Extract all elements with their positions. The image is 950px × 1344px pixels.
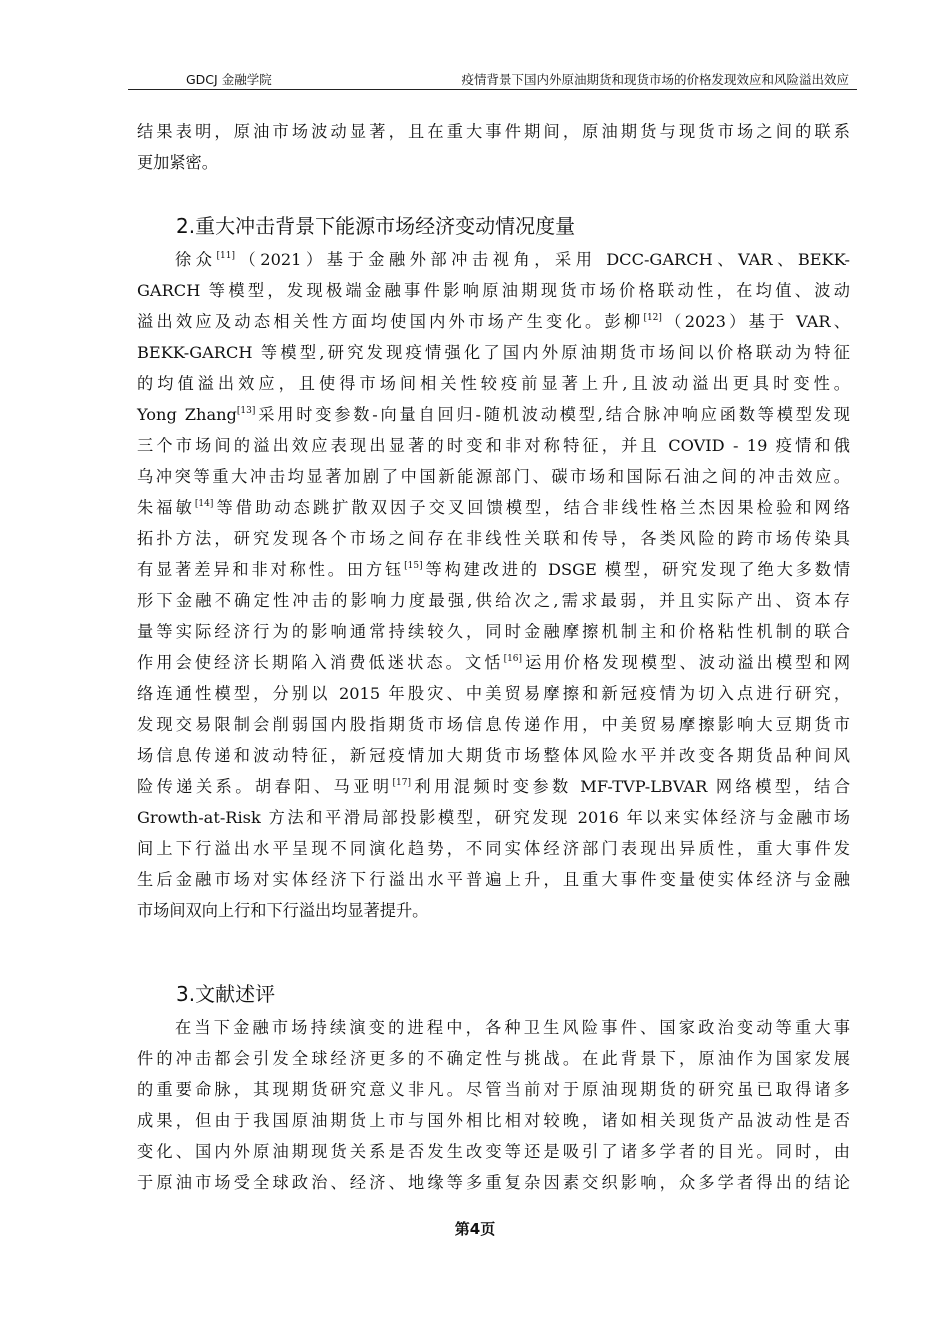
text-line (137, 244, 850, 275)
text-line (137, 337, 850, 368)
text-run: BEKK-GARCH 等模型,研究发现疫情强化了国内外原油期货市场间以价格联动为特征 (137, 343, 850, 362)
text-line (137, 895, 850, 926)
citation-marker: [14] (194, 499, 214, 509)
text-line (137, 647, 850, 678)
text-run: 徐众 (175, 250, 217, 269)
text-line: 件的冲击都会引发全球经济更多的不确定性与挑战。在此背景下，原油作为国家发展 (137, 1049, 850, 1068)
text-line (137, 616, 850, 647)
text-run: （2023）基于 VAR、 (661, 312, 850, 331)
citation-marker: [16] (503, 654, 523, 664)
paragraph-intro (137, 116, 850, 178)
text-run: 生后金融市场对实体经济下行溢出水平普遍上升，且重大事件变量使实体经济与金融 (137, 870, 850, 889)
text-run: 拓扑方法，研究发现各个市场之间存在非线性关联和传导，各类风险的跨市场传染具 (137, 529, 850, 548)
text-run: 等构建改进的 DSGE 模型，研究发现了绝大多数情 (422, 560, 851, 579)
text-line (137, 554, 850, 585)
text-line (137, 802, 850, 833)
section-3-heading: 3.文献述评 (176, 982, 276, 1006)
text-run: 间上下行溢出水平呈现不同演化趋势，不同实体经济部门表现出异质性，重大事件发 (137, 839, 850, 858)
header-rule (128, 89, 857, 90)
text-line: 于原油市场受全球政治、经济、地缘等多重复杂因素交织影响，众多学者得出的结论 (137, 1173, 850, 1192)
paragraph-section-3 (137, 1012, 850, 1198)
citation-marker: [17] (392, 778, 411, 788)
text-line (137, 492, 850, 523)
citation-marker: [11] (216, 251, 235, 261)
text-line (137, 306, 850, 337)
text-run: 利用混频时变参数 MF-TVP-LBVAR 网络模型，结合 (410, 777, 851, 796)
text-run: 市场间双向上行和下行溢出均显著提升。 (137, 901, 429, 920)
text-line: 在当下金融市场持续演变的进程中，各种卫生风险事件、国家政治变动等重大事 (175, 1018, 850, 1037)
text-line: 成果，但由于我国原油期货上市与国外相比相对较晚，诸如相关现货产品波动性是否 (137, 1111, 850, 1130)
text-run: 有显著差异和非对称性。田方钰 (137, 560, 405, 579)
text-run: 等借助动态跳扩散双因子交叉回馈模型，结合非线性格兰杰因果检验和网络 (213, 498, 851, 517)
text-run: 险传递关系。胡春阳、马亚明 (137, 777, 393, 796)
text-line (137, 430, 850, 461)
text-line (137, 585, 850, 616)
text-run: 乌冲突等重大冲击均显著加剧了中国新能源部门、碳市场和国际石油之间的冲击效应。 (137, 467, 850, 486)
text-run: 发现交易限制会削弱国内股指期货市场信息传递作用，中美贸易摩擦影响大豆期货市 (137, 715, 850, 734)
text-line: 结果表明，原油市场波动显著，且在重大事件期间，原油期货与现货市场之间的联系 (137, 122, 850, 141)
text-line (137, 771, 850, 802)
citation-marker: [15] (404, 561, 423, 571)
page-number: 第4页 (454, 1220, 496, 1238)
text-line (137, 740, 850, 771)
text-run: 作用会使经济长期陷入消费低迷状态。文恬 (137, 653, 504, 672)
text-run: 采用时变参数-向量自回归-随机波动模型,结合脉冲响应函数等模型发现 (255, 405, 850, 424)
text-line: 的重要命脉，其现期货研究意义非凡。尽管当前对于原油现期货的研究虽已取得诸多 (137, 1080, 850, 1099)
text-line (137, 275, 850, 306)
text-line (137, 678, 850, 709)
text-run: 络连通性模型，分别以 2015 年股灾、中美贸易摩擦和新冠疫情为切入点进行研究， (137, 684, 850, 703)
text-run: 场信息传递和波动特征，新冠疫情加大期货市场整体风险水平并改变各期货品种间风 (137, 746, 850, 765)
text-line (137, 833, 850, 864)
text-run: GARCH 等模型，发现极端金融事件影响原油期现货市场价格联动性，在均值、波动 (137, 281, 850, 300)
text-run: （2021）基于金融外部冲击视角，采用 DCC-GARCH、VAR、BEKK- (234, 250, 851, 269)
citation-marker: [12] (643, 313, 662, 323)
text-run: 的均值溢出效应，且使得市场间相关性较疫前显著上升,且波动溢出更具时变性。 (137, 374, 850, 393)
text-run: 量等实际经济行为的影响通常持续较久，同时金融摩擦机制主和价格粘性机制的联合 (137, 622, 850, 641)
text-run: 溢出效应及动态相关性方面均使国内外市场产生变化。彭柳 (137, 312, 644, 331)
text-run: 朱福敏 (137, 498, 195, 517)
text-line (137, 461, 850, 492)
text-run: Yong Zhang (137, 405, 237, 424)
text-line (137, 368, 850, 399)
header-institution: GDCJ 金融学院 (186, 72, 272, 87)
text-run: 三个市场间的溢出效应表现出显著的时变和非对称特征，并且 COVID - 19 疫情和俄 (137, 436, 850, 455)
section-2-heading: 2.重大冲击背景下能源市场经济变动情况度量 (176, 214, 576, 238)
citation-marker: [13] (236, 406, 256, 416)
text-line (137, 864, 850, 895)
text-line (137, 523, 850, 554)
text-run: Growth-at-Risk 方法和平滑局部投影模型，研究发现 2016 年以来实体经济与金融市场 (137, 808, 850, 827)
paragraph-section-2 (137, 244, 850, 926)
header-paper-title: 疫情背景下国内外原油期货和现货市场的价格发现效应和风险溢出效应 (461, 72, 849, 87)
text-run: 运用价格发现模型、波动溢出模型和网 (522, 653, 851, 672)
text-run: 形下金融不确定性冲击的影响力度最强,供给次之,需求最弱，并且实际产出、资本存 (137, 591, 850, 610)
text-line: 变化、国内外原油期现货关系是否发生改变等还是吸引了诸多学者的目光。同时，由 (137, 1142, 850, 1161)
text-line (137, 399, 850, 430)
text-line (137, 709, 850, 740)
text-line: 更加紧密。 (137, 153, 218, 172)
running-header (128, 68, 857, 90)
